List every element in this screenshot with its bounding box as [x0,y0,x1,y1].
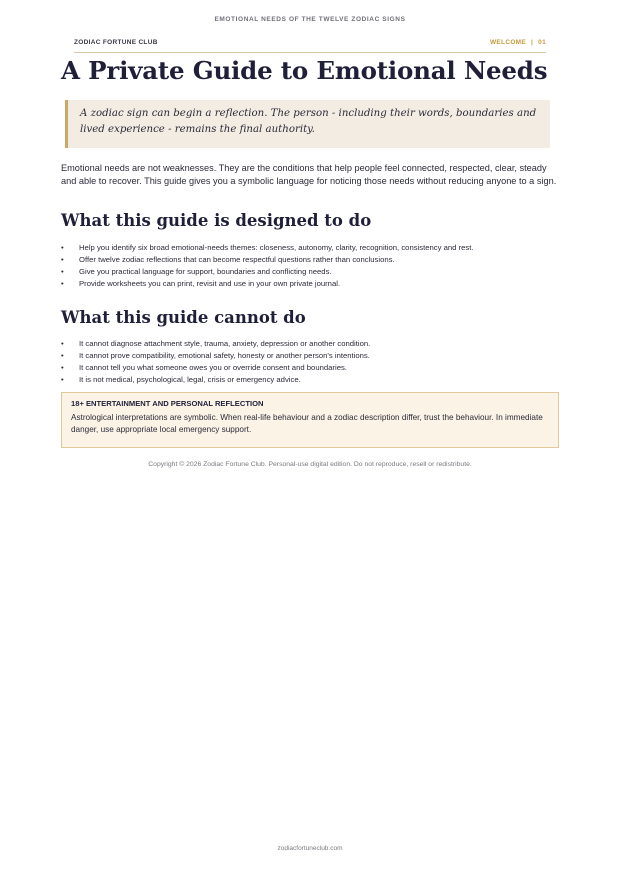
section-heading-cannot: What this guide cannot do [61,308,306,327]
bullet-icon: • [61,243,64,252]
page-header [74,38,546,53]
section-heading-designed: What this guide is designed to do [61,211,372,230]
list-item-text: It cannot tell you what someone owes you or override consent and boundaries. [79,363,347,373]
intro-paragraph: Emotional needs are not weaknesses. They are the conditions that help people feel connected, respected, clear, steady and able to recover. This guide gives you a symbolic language for noticing those needs without reducing anyone to a sign. [61,163,557,186]
bullet-icon: • [61,363,64,373]
copyright-notice: Copyright © 2026 Zodiac Fortune Club. Personal-use digital edition. Do not reproduce, resell or redistribute. [148,461,472,468]
disclaimer-title: 18+ ENTERTAINMENT AND PERSONAL REFLECTION [71,399,264,408]
page-title: A Private Guide to Emotional Needs [61,56,548,85]
bullet-icon: • [61,279,64,289]
disclaimer-body: Astrological interpretations are symbolic. When real-life behaviour and a zodiac description differ, trust the behaviour. In immediate danger, use appropriate local emergency support. [71,413,543,434]
footer-url: zodiacfortuneclub.com [277,845,343,852]
list-item-text: It is not medical, psychological, legal, crisis or emergency advice. [79,375,301,385]
section-separator: | [531,39,534,46]
list-item [61,375,557,385]
list-item-text: It cannot prove compatibility, emotional safety, honesty or another person's intentions. [79,351,370,361]
list-item [61,279,557,289]
running-head: EMOTIONAL NEEDS OF THE TWELVE ZODIAC SIGNS [214,16,406,23]
list-item-text: Help you identify six broad emotional-needs themes: closeness, autonomy, clarity, recognition, consistency and rest. [79,243,474,252]
list-item-text: Give you practical language for support, boundaries and conflicting needs. [79,267,332,277]
list-item-text: It cannot diagnose attachment style, trauma, anxiety, depression or another condition. [79,339,371,348]
list-item [61,267,557,277]
page-number: 01 [538,39,546,46]
bullet-icon: • [61,255,64,265]
disclaimer-box [61,392,559,448]
bullet-icon: • [61,375,64,385]
section-label: WELCOME [489,39,527,46]
list-item-text: Provide worksheets you can print, revisit and use in your own private journal. [79,279,341,289]
section-indicator [490,39,546,46]
list-item-text: Offer twelve zodiac reflections that can become respectful questions rather than conclusions. [79,255,395,265]
list-item [61,255,557,265]
list-item [61,351,557,361]
bullet-icon: • [61,339,64,348]
bullet-icon: • [61,351,64,361]
designed-list [61,243,557,291]
bullet-icon: • [61,267,64,277]
brand-name: ZODIAC FORTUNE CLUB [74,39,158,46]
list-item [61,339,557,349]
pull-quote: A zodiac sign can begin a reflection. The person - including their words, boundaries and lived experience - remains the final authority. [65,100,550,148]
cannot-list [61,339,557,387]
list-item [61,363,557,373]
list-item [61,243,557,253]
